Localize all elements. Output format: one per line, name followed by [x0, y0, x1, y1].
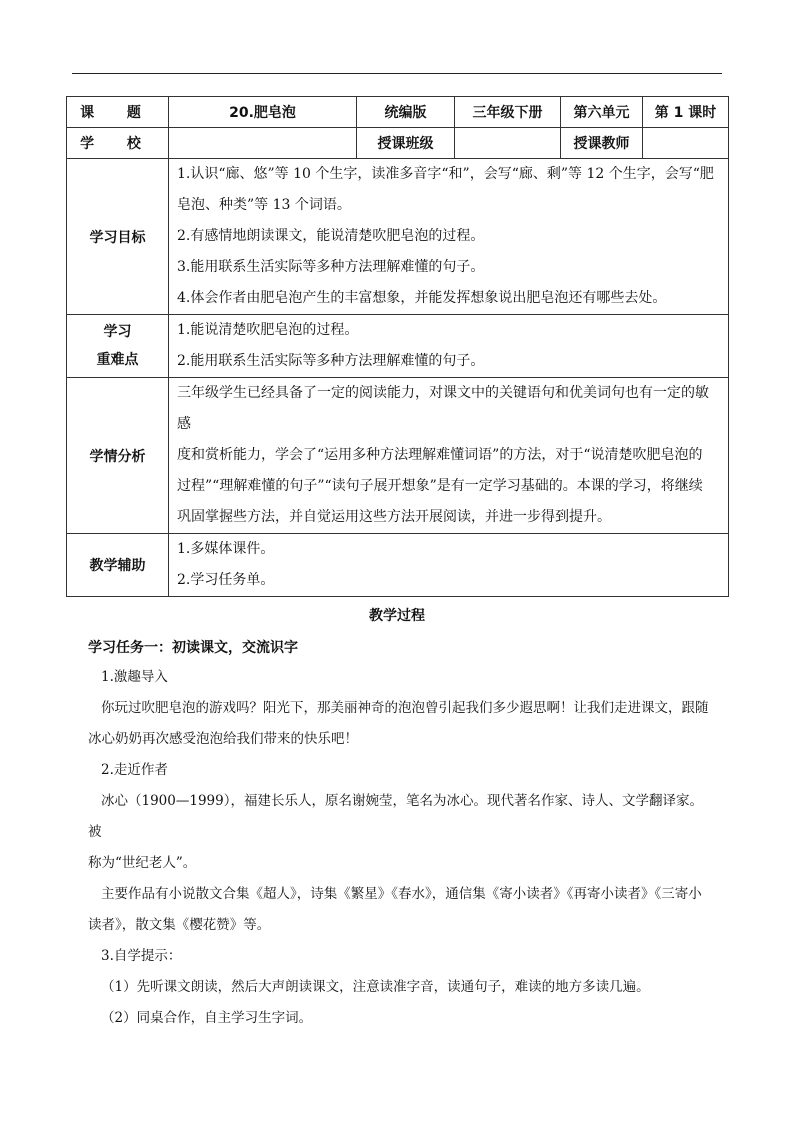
- analysis-line: 度和赏析能力，学会了“运用多种方法理解难懂词语”的方法，对于“说清楚吹肥皂泡的: [177, 447, 703, 463]
- key-points-content: [169, 315, 729, 378]
- analysis-line: 过程”“理解难懂的句子”“读句子展开想象”是有一定学习基础的。本课的学习，将继续: [177, 478, 703, 494]
- paragraph-line: 读者》，散文集《樱花赞》等。: [88, 917, 271, 933]
- paragraph-line: 冰心奶奶再次感受泡泡给我们带来的快乐吧！: [88, 731, 358, 747]
- list-item: （2）同桌合作，自主学习生字词。: [101, 1010, 313, 1026]
- period: 第 1 课时: [643, 97, 729, 128]
- paragraph-line: 冰心（1900—1999），福建长乐人，原名谢婉莹，笔名为冰心。现代著名作家、诗人、文学翻译家。被: [88, 793, 703, 840]
- lesson-title: 20.肥皂泡: [169, 97, 357, 128]
- analysis-line: 巩固掌握些方法，并自觉运用这些方法开展阅读，并进一步得到提升。: [177, 509, 611, 525]
- teacher-value: [643, 128, 729, 159]
- analysis-line: 三年级学生已经具备了一定的阅读能力，对课文中的关键语句和优美词句也有一定的敏感: [177, 385, 709, 432]
- aid-line: 2.学习任务单。: [177, 572, 275, 588]
- aids-content: [169, 534, 729, 597]
- task-heading: 学习任务一：初读课文，交流识字: [88, 640, 298, 656]
- school-label: 学 校: [67, 128, 169, 159]
- table-row: [67, 97, 729, 128]
- class-value: [455, 128, 561, 159]
- goal-line: 1.认识“廊、悠”等 10 个生字，读准多音字“和”，会写“廊、剩”等 12 个生字，会写“肥: [177, 166, 714, 182]
- analysis-label: 学情分析: [67, 378, 169, 534]
- teacher-label: 授课教师: [561, 128, 643, 159]
- aids-label: 教学辅助: [67, 534, 169, 597]
- goal-line: 2.有感情地朗读课文，能说清楚吹肥皂泡的过程。: [177, 228, 485, 244]
- key-point-line: 2.能用联系生活实际等多种方法理解难懂的句子。: [177, 353, 485, 369]
- unit: 第六单元: [561, 97, 643, 128]
- table-row: [67, 315, 729, 378]
- class-label: 授课班级: [357, 128, 455, 159]
- goal-line: 皂泡、种类”等 13 个词语。: [177, 197, 351, 213]
- table-row: [67, 378, 729, 534]
- list-item: （1）先听课文朗读，然后大声朗读课文，注意读准字音，读通句子，难读的地方多读几遍。: [101, 979, 650, 995]
- goal-line: 3.能用联系生活实际等多种方法理解难懂的句子。: [177, 259, 485, 275]
- goals-label: 学习目标: [67, 159, 169, 315]
- process-body: [88, 662, 712, 1034]
- step-title: 1.激趣导入: [101, 669, 168, 685]
- aid-line: 1.多媒体课件。: [177, 541, 275, 557]
- edition: 统编版: [357, 97, 455, 128]
- process-title: 教学过程: [369, 608, 425, 624]
- paragraph-line: 你玩过吹肥皂泡的游戏吗？阳光下，那美丽神奇的泡泡曾引起我们多少遐思啊！让我们走进课文，跟随: [101, 700, 709, 716]
- analysis-content: [169, 378, 729, 534]
- school-value: [169, 128, 357, 159]
- key-point-line: 1.能说清楚吹肥皂泡的过程。: [177, 322, 359, 338]
- paragraph-line: 主要作品有小说散文合集《超人》，诗集《繁星》《春水》，通信集《寄小读者》《再寄小读者》《三寄小: [101, 886, 702, 902]
- lesson-info-table: [66, 96, 729, 597]
- topic-label: 课 题: [67, 97, 169, 128]
- goal-line: 4.体会作者由肥皂泡产生的丰富想象，并能发挥想象说出肥皂泡还有哪些去处。: [177, 290, 667, 306]
- table-row: [67, 534, 729, 597]
- header-rule: [72, 73, 722, 74]
- table-row: [67, 159, 729, 315]
- key-points-label: 学习 重难点: [67, 315, 169, 378]
- paragraph-line: 称为“世纪老人”。: [88, 855, 197, 871]
- step-title: 2.走近作者: [101, 762, 168, 778]
- goals-content: [169, 159, 729, 315]
- step-title: 3.自学提示：: [101, 948, 182, 964]
- table-row: [67, 128, 729, 159]
- grade: 三年级下册: [455, 97, 561, 128]
